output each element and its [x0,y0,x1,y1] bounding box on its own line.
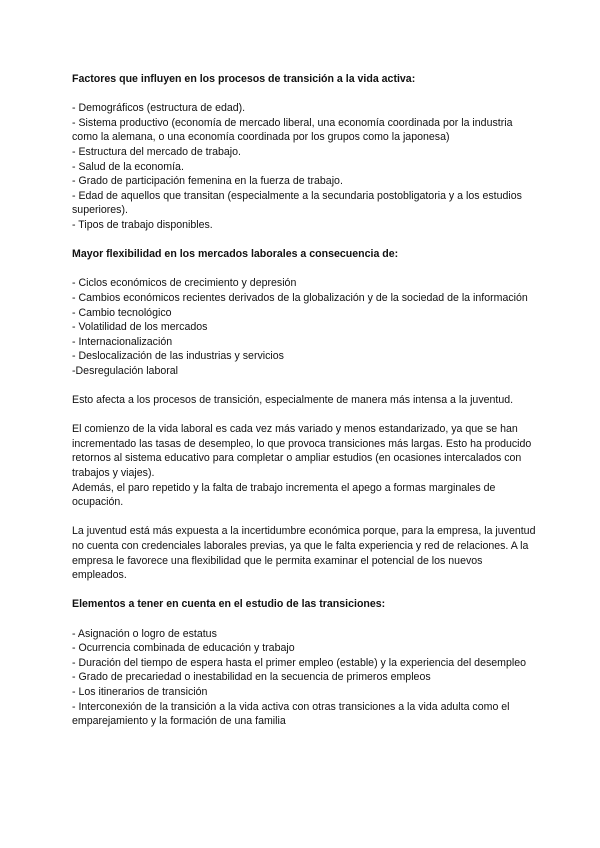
list-item: - Demográficos (estructura de edad). [72,102,246,115]
paragraph-effect: Esto afecta a los procesos de transición, especialmente de manera más intensa a la juventud. [72,394,514,407]
list-item: - Estructura del mercado de trabajo. [72,145,241,158]
section-heading-elements: Elementos a tener en cuenta en el estudio de las transiciones: [72,598,386,611]
factors-list [72,101,540,232]
list-item: - Cambio tecnológico [72,306,172,319]
list-item: - Deslocalización de las industrias y servicios [72,350,284,363]
list-item: - Internacionalización [72,335,173,348]
paragraph-youth: La juventud está más expuesta a la incertidumbre económica porque, para la empresa, la juventud no cuenta con credenciales laborales previas, ya que le falta experiencia y red de relaciones. A la empresa le favorece una flexibilidad que le permita examinar el potencial de los nuevos empleados. [72,525,536,582]
list-item: - Salud de la economía. [72,160,184,173]
list-item: - Edad de aquellos que transitan (especialmente a la secundaria postobligatoria y a los estudios superiores). [72,189,522,217]
list-item: - Tipos de trabajo disponibles. [72,218,213,231]
list-item: - Asignación o logro de estatus [72,627,217,640]
list-item: - Grado de participación femenina en la fuerza de trabajo. [72,175,343,188]
list-item: - Grado de precariedad o inestabilidad en la secuencia de primeros empleos [72,671,431,684]
list-item: - Sistema productivo (economía de mercado liberal, una economía coordinada por la industria como la alemana, o una economía coordinada por los grupos como la japonesa) [72,116,513,144]
flexibility-list [72,276,540,378]
list-item: -Desregulación laboral [72,364,178,377]
list-item: - Los itinerarios de transición [72,685,208,698]
paragraph-unemployment: Además, el paro repetido y la falta de trabajo incrementa el apego a formas marginales de ocupación. [72,481,496,509]
list-item: - Cambios económicos recientes derivados de la globalización y de la sociedad de la información [72,291,528,304]
section-heading-factors: Factores que influyen en los procesos de transición a la vida activa: [72,73,416,85]
list-item: - Volatilidad de los mercados [72,321,208,334]
list-item: - Ciclos económicos de crecimiento y depresión [72,277,297,290]
list-item: - Duración del tiempo de espera hasta el primer empleo (estable) y la experiencia del desempleo [72,656,527,669]
section-heading-flexibility: Mayor flexibilidad en los mercados laborales a consecuencia de: [72,248,399,261]
list-item: - Ocurrencia combinada de educación y trabajo [72,642,295,655]
list-item: - Interconexión de la transición a la vida activa con otras transiciones a la vida adulta como el emparejamiento y la formación de una familia [72,700,510,728]
paragraph-labor-start: El comienzo de la vida laboral es cada vez más variado y menos estandarizado, ya que se han incrementado las tasas de desempleo, lo que provoca transiciones más largas. Esto ha producido retornos al sistema educativo para completar o ampliar estudios (en ocasiones intercalados con trabajos y viajes). [72,423,532,480]
elements-list [72,627,540,729]
